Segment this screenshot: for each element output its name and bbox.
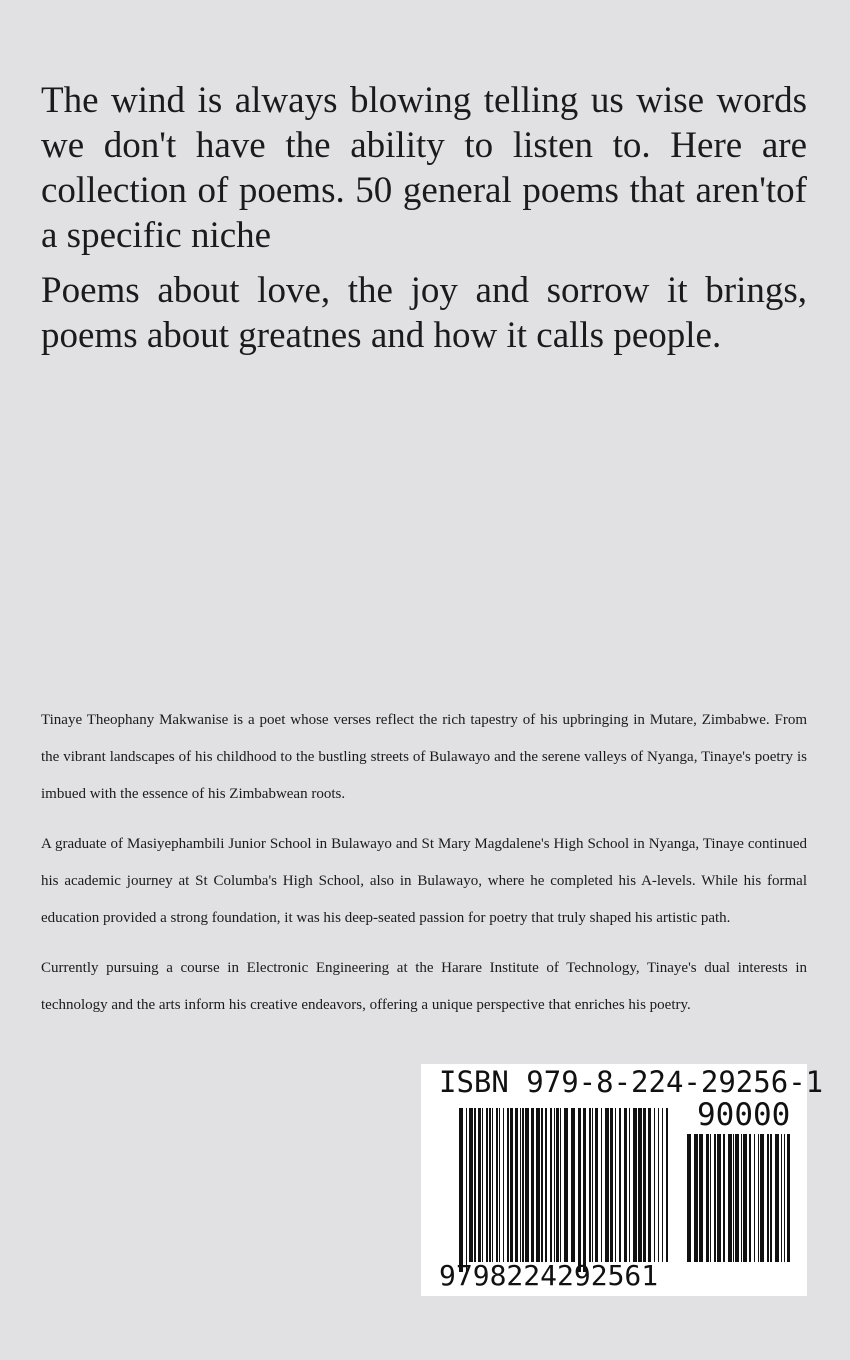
isbn-barcode xyxy=(421,1064,824,1296)
barcode-bar xyxy=(541,1108,543,1262)
author-bio xyxy=(41,702,807,1037)
barcode-bar xyxy=(469,1108,473,1262)
barcode-bar xyxy=(643,1108,646,1262)
barcode-bar xyxy=(706,1134,709,1262)
barcode-bar xyxy=(760,1134,764,1262)
barcode-bar xyxy=(564,1108,568,1262)
barcode-bar xyxy=(754,1134,755,1262)
barcode-bar xyxy=(571,1108,575,1262)
barcode-bar xyxy=(492,1108,493,1262)
barcode-bar xyxy=(525,1108,529,1262)
barcode-bar xyxy=(743,1134,747,1262)
barcode-bar xyxy=(560,1108,561,1262)
barcode-bar xyxy=(784,1134,785,1262)
barcode-bar xyxy=(687,1134,691,1262)
barcode-bar xyxy=(610,1108,613,1262)
barcode-bar xyxy=(717,1134,721,1262)
barcode-bar xyxy=(545,1108,547,1262)
barcode-bar xyxy=(601,1108,602,1262)
barcode-bar xyxy=(556,1108,559,1262)
barcode-bar xyxy=(507,1108,509,1262)
barcode-bar xyxy=(662,1108,663,1262)
barcode-bar xyxy=(515,1108,518,1262)
barcode-bar xyxy=(654,1108,655,1262)
barcode-bar xyxy=(733,1134,734,1262)
barcode-bar xyxy=(699,1134,703,1262)
barcode-bar xyxy=(735,1134,739,1262)
barcode-bar xyxy=(520,1108,521,1262)
barcode-bar xyxy=(615,1108,616,1262)
barcode-bar xyxy=(459,1108,463,1272)
barcode-bar xyxy=(595,1108,598,1262)
barcode-bar xyxy=(723,1134,725,1262)
barcode-bar xyxy=(648,1108,651,1262)
barcode-bar xyxy=(781,1134,782,1262)
barcode-bar xyxy=(583,1108,586,1272)
barcode-bar xyxy=(496,1108,498,1262)
barcode-bar xyxy=(624,1108,627,1262)
barcode-bar xyxy=(666,1108,668,1262)
barcode-bar xyxy=(633,1108,637,1262)
barcode-bar xyxy=(767,1134,769,1262)
barcode-bar xyxy=(474,1108,476,1262)
barcode-bar xyxy=(741,1134,742,1262)
barcode-digits: 9798224292561 xyxy=(439,1259,659,1292)
barcode-bar xyxy=(466,1108,467,1272)
bio-paragraph-2: A graduate of Masiyephambili Junior School in Bulawayo and St Mary Magdalene's High School in Nyanga, Tinaye continued his academic journey at St Columba's High School, also in Bulawayo, where he completed his A-levels. While his formal education provided a strong foundation, it was his deep-seated passion for poetry that truly shaped his artistic path. xyxy=(41,836,807,926)
price-code: 90000 xyxy=(697,1097,791,1133)
barcode-bar xyxy=(522,1108,524,1262)
barcode-bar xyxy=(578,1108,581,1272)
barcode-bar xyxy=(589,1108,591,1262)
barcode-bar xyxy=(482,1108,483,1262)
barcode-bar xyxy=(510,1108,513,1262)
barcode-bar xyxy=(478,1108,481,1262)
barcode-bar xyxy=(787,1134,790,1262)
barcode-bar xyxy=(714,1134,716,1262)
barcode-bar xyxy=(531,1108,534,1262)
barcode-bar xyxy=(694,1134,698,1262)
barcode-bar xyxy=(550,1108,552,1262)
barcode-bar xyxy=(728,1134,732,1262)
bio-paragraph-1: Tinaye Theophany Makwanise is a poet whose verses reflect the rich tapestry of his upbringing in Mutare, Zimbabwe. From the vibrant landscapes of his childhood to the bustling streets of Bulawayo and the serene valleys of Nyanga, Tinaye's poetry is imbued with the essence of his Zimbabwean roots. xyxy=(41,712,807,802)
barcode-bar xyxy=(770,1134,772,1262)
barcode-bar xyxy=(554,1108,555,1262)
barcode-bar xyxy=(499,1108,500,1262)
isbn-label: ISBN 979-8-224-29256-1 xyxy=(439,1065,824,1099)
barcode-bar xyxy=(629,1108,630,1262)
barcode-bar xyxy=(486,1108,488,1262)
bio-paragraph-3: Currently pursuing a course in Electronic Engineering at the Harare Institute of Technology, Tinaye's dual interests in technology and the arts inform his creative endeavors, offering a unique perspective that enriches his poetry. xyxy=(41,960,807,1013)
barcode-bar xyxy=(503,1108,504,1262)
barcode-bar xyxy=(710,1134,711,1262)
barcode-bar xyxy=(775,1134,779,1262)
barcode-bar xyxy=(592,1108,593,1262)
barcode-bar xyxy=(658,1108,659,1262)
barcode-bar xyxy=(489,1108,491,1262)
barcode-bar xyxy=(749,1134,751,1262)
back-cover-blurb xyxy=(41,78,807,368)
barcode-bar xyxy=(619,1108,621,1262)
barcode-bar xyxy=(758,1134,759,1262)
barcode-bar xyxy=(605,1108,609,1262)
blurb-paragraph-2: Poems about love, the joy and sorrow it brings, poems about greatnes and how it calls people. xyxy=(41,270,807,356)
blurb-paragraph-1: The wind is always blowing telling us wise words we don't have the ability to listen to. Here are collection of poems. 50 general poems that aren'tof a specific niche xyxy=(41,80,807,256)
barcode-bar xyxy=(638,1108,642,1262)
barcode-bar xyxy=(536,1108,540,1262)
